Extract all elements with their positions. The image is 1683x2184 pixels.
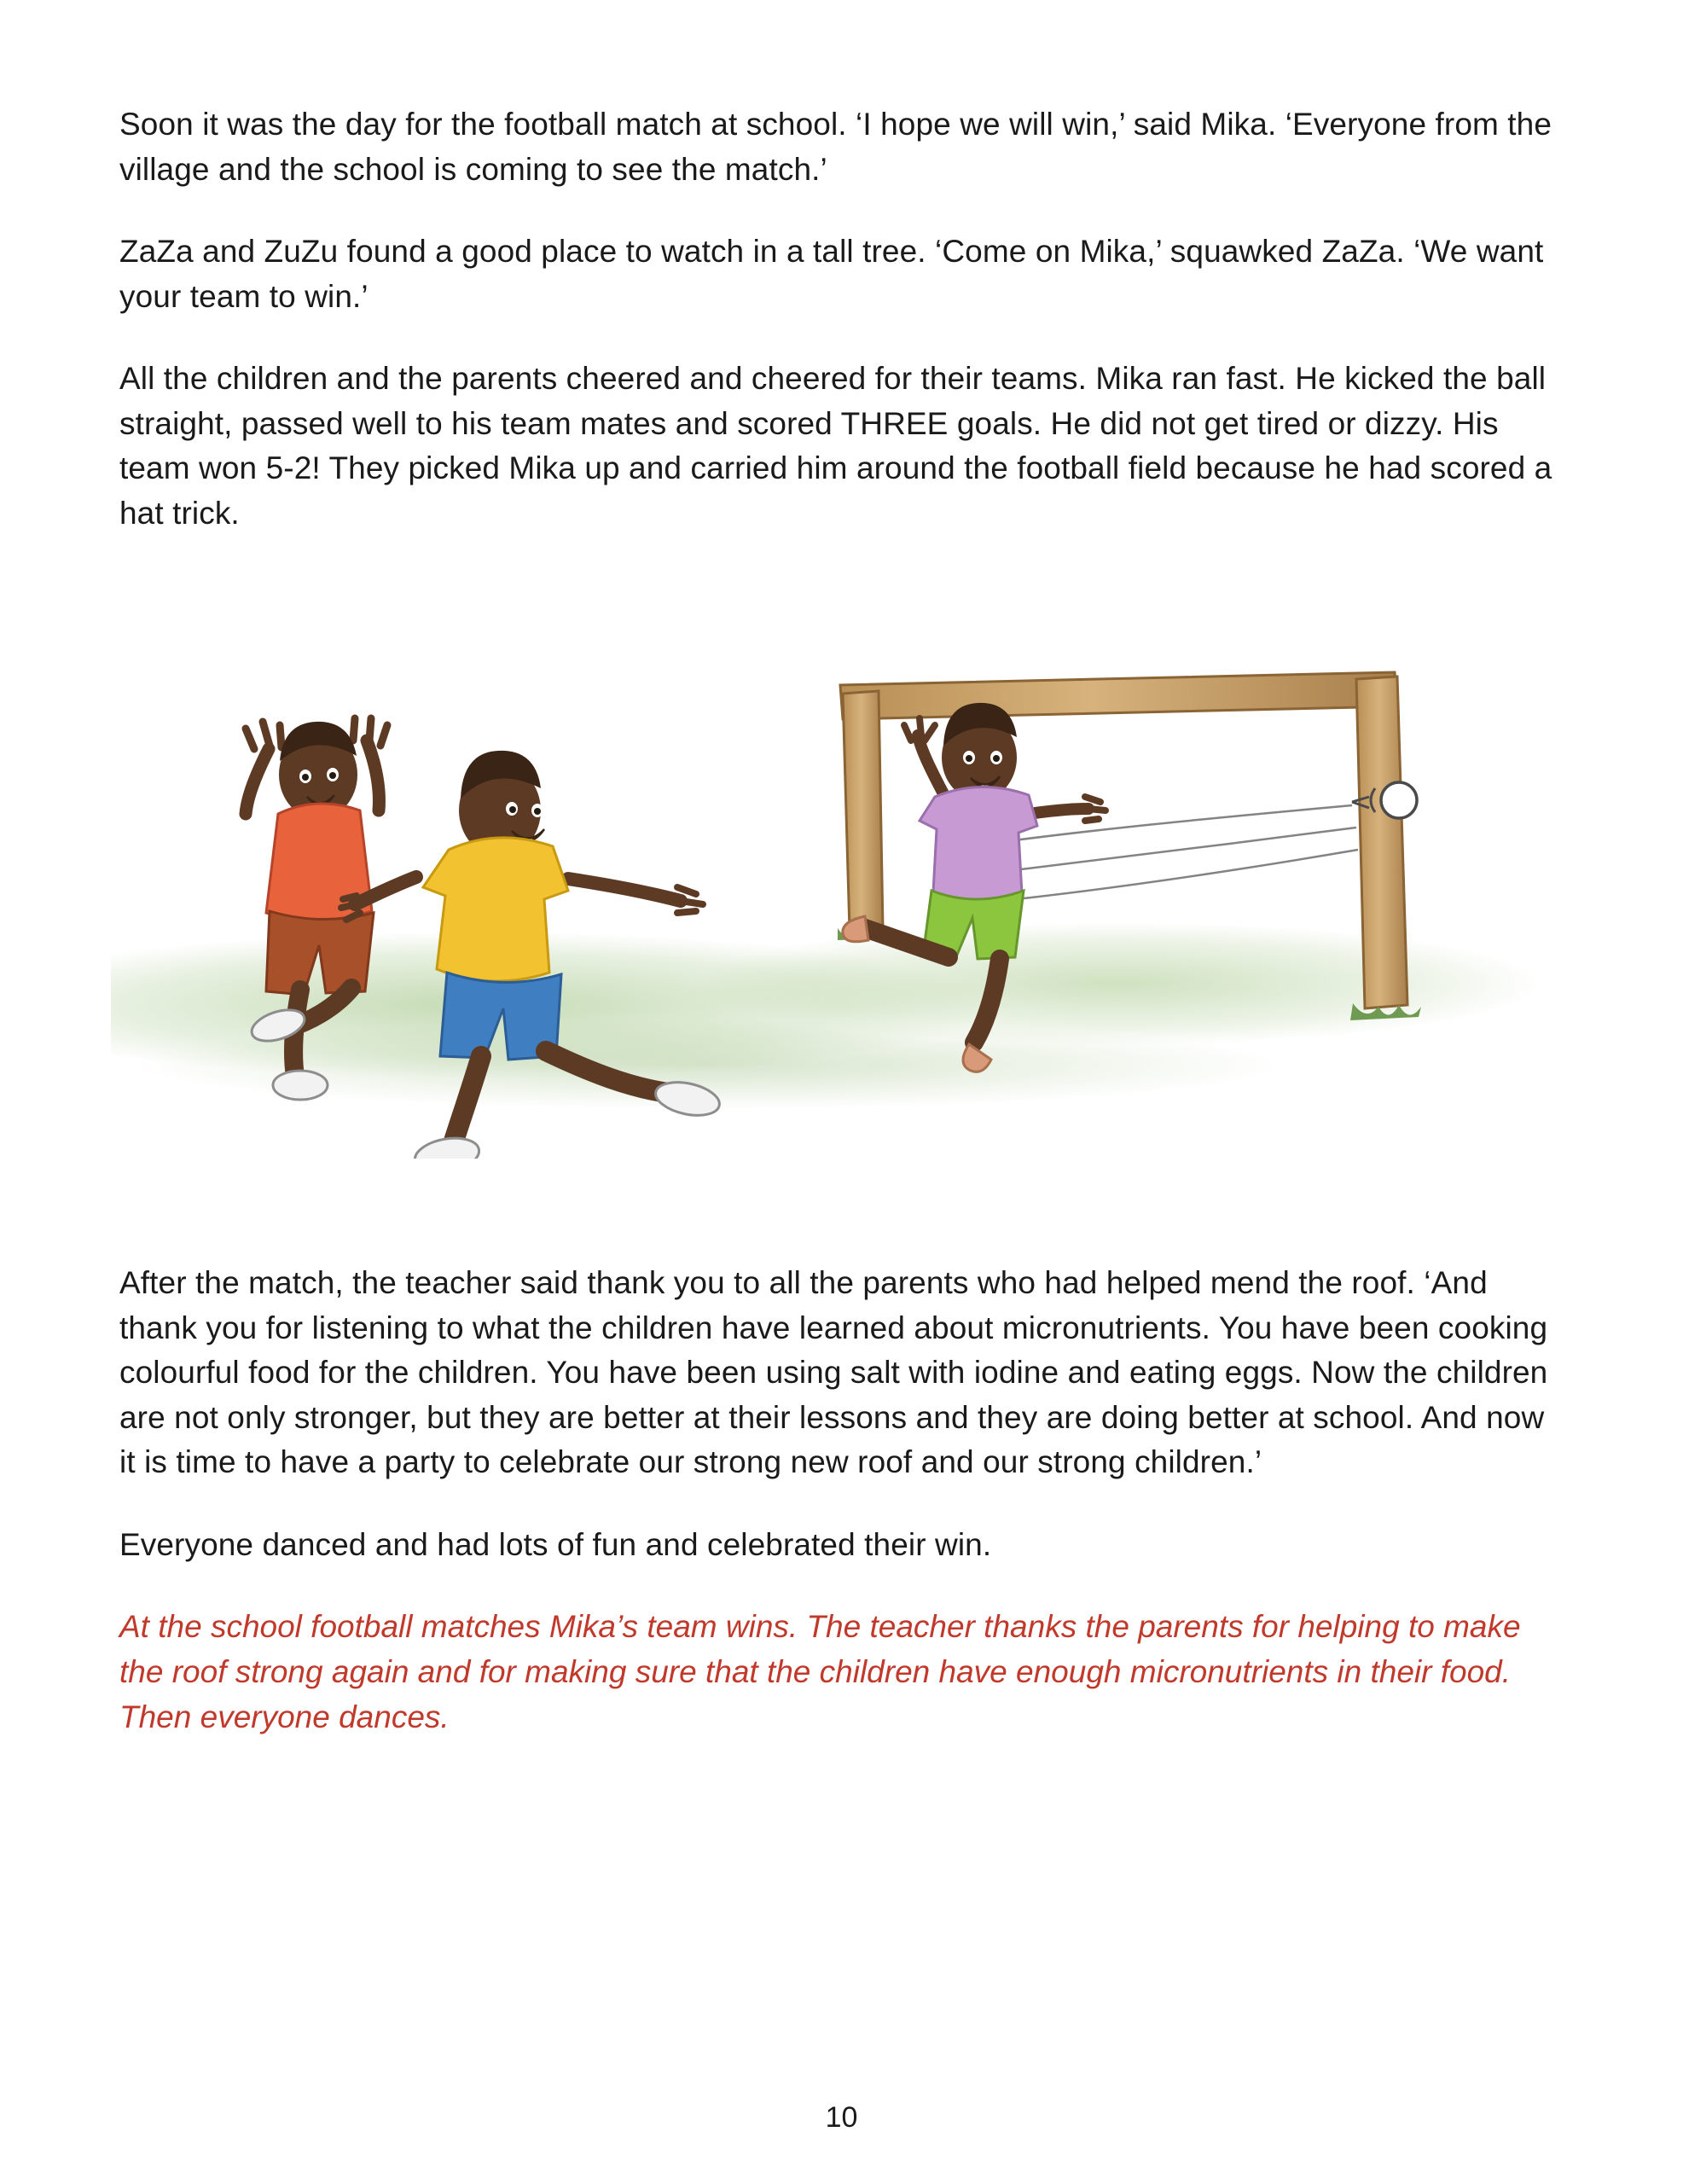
paragraph-2: ZaZa and ZuZu found a good place to watch in a tall tree. ‘Come on Mika,’ squawked ZaZa. ‘We want your team to win.’	[119, 234, 1544, 314]
summary-paragraph: At the school football matches Mika’s team wins. The teacher thanks the parents for helping to make the roof strong again and for making sure that the children have enough micronutrients in their food. Then everyone dances.	[119, 1609, 1521, 1734]
page-number: 10	[825, 2101, 858, 2134]
paragraph-5: Everyone danced and had lots of fun and celebrated their win.	[119, 1526, 992, 1562]
football-match-illustration	[111, 647, 1561, 1159]
paragraph-4: After the match, the teacher said thank you to all the parents who had helped mend the roof. ‘And thank you for listening to what the children have learned about micronutrients. You have been cooking colourful food for the children. You have been using salt with iodine and eating eggs. Now the children are not only stronger, but they are better at their lessons and they are doing better at school. And now it is time to have a party to celebrate our strong new roof and our strong children.’	[119, 1265, 1548, 1480]
goal-post	[838, 672, 1421, 1020]
player-left-orange	[246, 718, 387, 1100]
paragraph-3: All the children and the parents cheered and cheered for their teams. Mika ran fast. He kicked the ball straight, passed well to his team mates and scored THREE goals. He did not get tired or dizzy. His team won 5-2! They picked Mika up and carried him around the football field because he had scored a hat trick.	[119, 361, 1552, 531]
illustration-drawing	[111, 647, 1561, 1159]
paragraph-1: Soon it was the day for the football match at school. ‘I hope we will win,’ said Mika. ‘Everyone from the village and the school is coming to see the match.’	[119, 107, 1552, 187]
player-middle-yellow	[341, 751, 723, 1159]
